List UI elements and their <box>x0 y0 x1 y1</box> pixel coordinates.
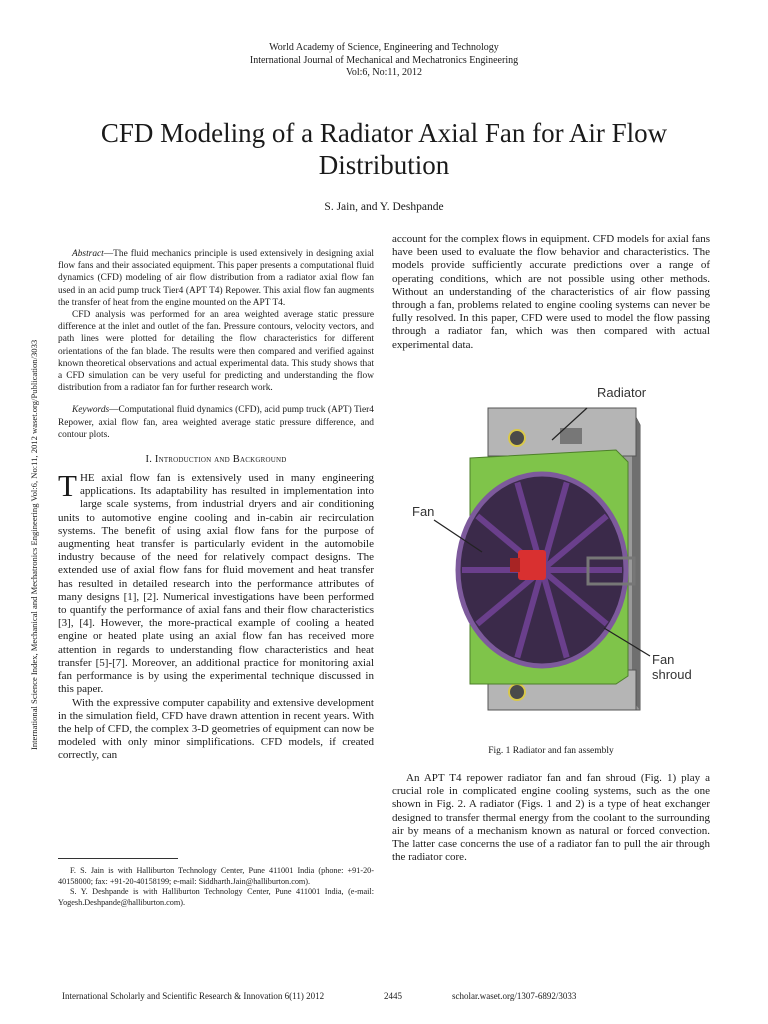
section-heading <box>58 454 374 465</box>
left-column <box>58 248 374 763</box>
figure-radiator-fan <box>392 380 710 740</box>
label-fan: Fan <box>412 504 435 519</box>
section-title: Introduction and Background <box>154 454 287 466</box>
label-fan-shroud-1: Fan <box>652 652 675 667</box>
intro-paragraph-2: With the expressive computer capability and extensive development in the simulation field, CFD have drawn attention in recent years. With the help of CFD, the complex 3-D geometries of equipment can now be modeled with only minor simplifications. CFD models, if created correctly, can <box>58 696 374 762</box>
figure-caption: Fig. 1 Radiator and fan assembly <box>488 746 614 756</box>
hub-side <box>510 558 520 572</box>
footer-publisher: International Scholarly and Scientific Research & Innovation 6(11) 2012 <box>62 991 325 1001</box>
radiator-assembly-illustration <box>392 380 710 740</box>
journal-volume: Vol:6, No:11, 2012 <box>345 67 423 78</box>
footnote-1: F. S. Jain is with Halliburton Technology Center, Pune 411001 India (phone: +91-20-40158000; fax: +91-20-40158199; e-mail: Siddharth.Jain@halliburton.com). <box>58 866 374 886</box>
right-paragraph-1: account for the complex flows in equipment. CFD models for axial fans have been used to evaluate the flow behavior and characteristics. The models provide sufficiently accurate predictions over a range of operating conditions, which are not possible using other methods. Without an understanding of the characteristics of air flow passing through a fan, problems related to engine cooling systems can never be fully resolved. In this paper, CFD were used to model the flow passing through a radiator fan, which was then compared with actual experimental data. <box>392 233 710 351</box>
footnote-rule <box>58 858 178 859</box>
fan-hub <box>518 550 546 580</box>
intro-paragraph-1: HE axial flow fan is extensively used in many engineering applications. Its adaptability has resulted in implementation into large scale systems, from industrial dryers and air conditioning units to automotive engine cooling and in-cabin air recirculation systems. The benefit of using axial flow fans for the purpose of augmenting heat transfer is particularly evident in the automobile industry because of the need for relatively compact designs. The extended use of axial flow fans for fluid movement and heat transfer has resulted in detailed research into the performance attributes of many designs [1], [2]. Numerical investigations have been performed to quantify the performance of axial fans and their flow characteristics [3], [4]. However, the more-practical example of cooling a heated engine or heated plate using an axial flow fan has received more attention in regards to understanding flow characteristics and heat transfer [5]-[7]. Moreover, an additional practice for monitoring axial fan performance is by using the experimental technique discussed in this paper. <box>58 472 374 696</box>
right-column-bottom <box>392 772 710 864</box>
right-column <box>392 233 710 352</box>
paper-title: CFD Modeling of a Radiator Axial Fan for Air Flow Distribution <box>100 118 668 180</box>
label-fan-shroud-2: shroud <box>652 667 692 682</box>
journal-org: World Academy of Science, Engineering and Technology <box>269 42 499 53</box>
side-index-note: International Science Index, Mechanical and Mechatronics Engineering Vol:6, No:11, 2012 waset.org/Publication/3033 <box>29 339 39 750</box>
top-port <box>509 430 525 446</box>
footer-url: scholar.waset.org/1307-6892/3033 <box>452 991 577 1001</box>
bottom-port <box>509 684 525 700</box>
paper-authors: S. Jain, and Y. Deshpande <box>324 201 444 213</box>
footnotes <box>58 866 374 908</box>
footnote-2: S. Y. Deshpande is with Halliburton Technology Center, Pune 411001 India, (e-mail: Yogesh.Deshpande@halliburton.com). <box>58 887 374 907</box>
keywords-label: Keywords <box>72 405 110 416</box>
right-body-top <box>392 233 710 352</box>
right-paragraph-2: An APT T4 repower radiator fan and fan shroud (Fig. 1) play a crucial role in complicated engine cooling systems, such as the one shown in Fig. 2. A radiator (Figs. 1 and 2) is a type of heat exchanger designed to transfer thermal energy from the coolant to the surrounding air by means of a mechanism known as natural or forced convection. The latter case concerns the use of a radiator fan to pull the air through the radiator core. <box>392 772 710 864</box>
keywords <box>58 404 374 441</box>
section-body <box>58 468 374 762</box>
abstract <box>58 248 374 394</box>
abstract-label: Abstract <box>72 249 104 259</box>
section-number: I. <box>145 454 153 466</box>
dropcap: T <box>58 468 77 504</box>
journal-header <box>0 42 768 80</box>
label-radiator: Radiator <box>597 385 647 400</box>
abstract-text-2: CFD analysis was performed for an area weighted average static pressure difference at the inlet and outlet of the fan. Pressure contours, velocity vectors, and path lines were plotted for detailing the flow characteristics for different orientations of the fan blade. The results were then compared and verified against known theoretical observations and actual experimental data. This study shows that a CFD simulation can be very useful for predicting and understanding the flow distribution from a radiator fan for further research work. <box>58 310 374 394</box>
abstract-text-1: —The fluid mechanics principle is used extensively in designing axial flow fans and their associated equipment. This paper presents a computational fluid dynamics (CFD) modeling of air flow distribution from a radiator axial flow fan used in an acid pump truck Tier4 (APT T4) Repower. This axial flow fan augments the transfer of heat from the engine mounted on the APT T4. <box>58 249 374 308</box>
journal-name: International Journal of Mechanical and Mechatronics Engineering <box>249 54 519 66</box>
right-body-bottom <box>392 772 710 864</box>
page-number: 2445 <box>384 991 402 1001</box>
keywords-text: —Computational fluid dynamics (CFD), acid pump truck (APT) Tier4 Repower, axial flow fan, area weighted average static pressure difference, and contour plots. <box>58 405 374 440</box>
